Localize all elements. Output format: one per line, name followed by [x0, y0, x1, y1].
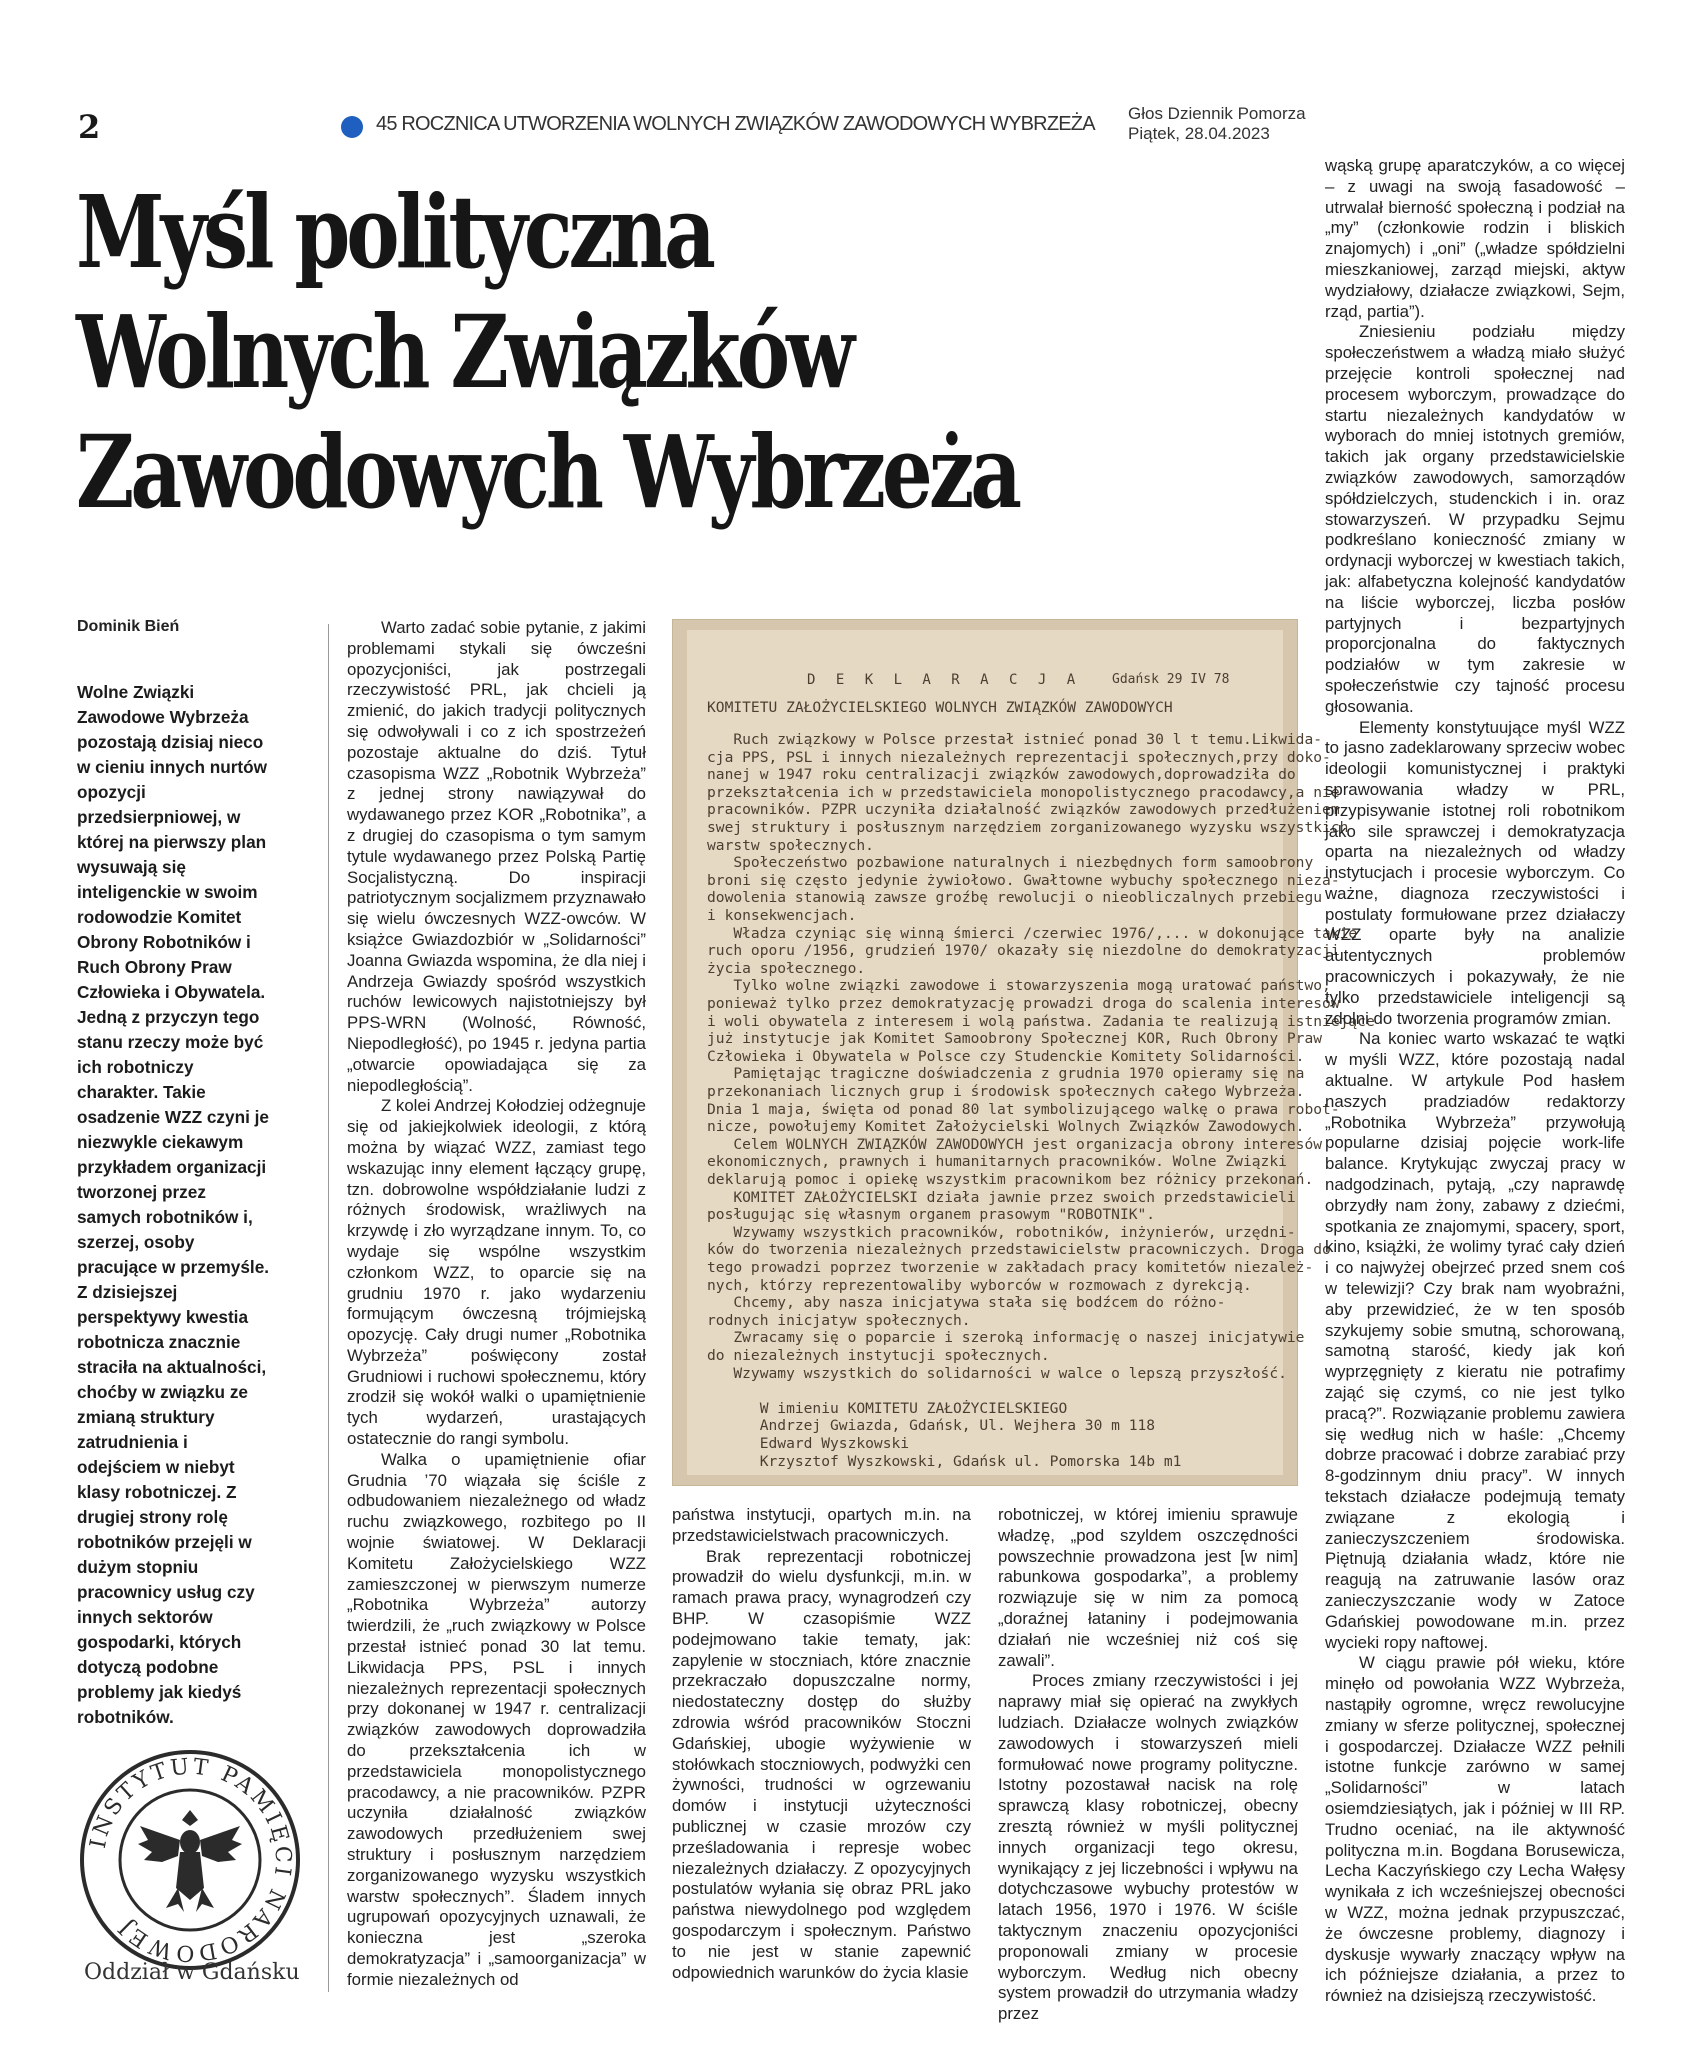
document-line: do niezależnych instytucji społecznych. — [707, 1347, 1050, 1364]
logo-caption: Oddział w Gdańsku — [84, 1960, 300, 1985]
headline-line-3: Zawodowych Wybrzeża — [76, 413, 1019, 531]
paragraph: Warto zadać sobie pytanie, z jakimi problemami stykali się ówcześni opozycjoniści, jak postrzegali rzeczywistość PRL, jak chcieli ją zmienić, do jakich tradycji politycznych się odwoływali i co z ich spostrzeżeń pozostaje aktualne do dziś. Tytuł czasopisma WZZ „Robotnik Wybrzeża” z jednej strony nawiązywał do wydawanego przez KOR „Robotnika”, a z drugiej do czasopisma o tym samym tytule wydawanego przez Polską Partię Socjalistyczną. Do inspiracji patriotycznym socjalizmem przyznawało się wielu ówczesnych WZZ-owców. W książce Gwiazdozbiór w „Solidarności” Joanna Gwiazda wspomina, że dla niej i Andrzeja Gwiazdy spośród wszystkich ruchów lewicowych najistotniejszy był PPS-WRN (Wolność, Równość, Niepodległość), po 1945 r. jedyna partia „otwarcie opowiadająca się za niepodległością”. — [347, 618, 646, 1095]
paragraph: W ciągu prawie pół wieku, które minęło od powołania WZZ Wybrzeża, nastąpiły ogromne, wręcz rewolucyjne zmiany w sferze politycznej, społecznej i gospodarczej. Działacze WZZ pełnili istotne funkcje zarówno w samej „Solidarności” w latach osiemdziesiątych, jak i później w III RP. Trudno oceniać, na ile aktywność polityczna m.in. Bogdana Borusewicza, Lecha Kaczyńskiego czy Lecha Wałęsy wynikała z ich wcześniejszej obecności w WZZ, można jednak przypuszczać, że ówczesne problemy, diagnozy i dyskusje wywarły znaczący wpływ na ich późniejsze działania, a przez to również na dzisiejszą rzeczywistość. — [1325, 1653, 1625, 2006]
lead-text: Wolne Związki Zawodowe Wybrzeża pozostają dzisiaj nieco w cieniu innych nurtów opozycji przedsierpniowej, w której na pierwszy plan wysuwają się inteligenckie w swoim rodowodzie Komitet Obrony Robotników i Ruch Obrony Praw Człowieka i Obywatela. Jedną z przyczyn tego stanu rzeczy może być ich robotniczy charakter. Takie osadzenie WZZ czyni je niezwykle ciekawym przykładem organizacji tworzonej przez samych robotników i, szerzej, osoby pracujące w przemyśle. Z dzisiejszej perspektywy kwestia robotnicza znacznie straciła na aktualności, choćby w związku ze zmianą struktury zatrudnienia i odejściem w niebyt klasy robotniczej. Z drugiej strony rolę robotników przejęli w dużym stopniu pracownicy usług czy innych sektorów gospodarki, których dotyczą podobne problemy jak kiedyś robotników. — [77, 682, 270, 1727]
ipn-logo-icon — [78, 1748, 302, 1972]
document-line: Tylko wolne związki zawodowe i stowarzyszenia mogą uratować państwo, — [707, 977, 1331, 995]
document-line: rodnych inicjatyw społecznych. — [707, 1311, 971, 1329]
document-line: swej struktury i posłusznym narzędziem zorganizowanego wyzysku wszystkich — [707, 819, 1349, 836]
document-line: deklarują pomoc i opiekę wszystkim pracownikom bez różnicy przekonań. — [707, 1171, 1314, 1188]
document-date: Gdańsk 29 IV 78 — [1112, 672, 1230, 687]
paragraph: Brak reprezentacji robotniczej prowadził do wielu dysfunkcji, m.in. w ramach prawa pracy, wynagrodzeń czy BHP. W czasopiśmie WZZ podejmowano takie tematy, jak: zapylenie w stoczniach, które znacznie przekraczało dopuszczalne normy, niedostateczny dostęp do służby zdrowia wśród pracowników Stoczni Gdańskiej, ubogie wyżywienie w stołówkach stoczniowych, podwyżki cen żywności, trudności w ogrzewaniu domów i instytucji użyteczności publicznej w czasie mrozów czy prześladowania i represje wobec niezależnych działaczy. Z opozycyjnych postulatów wyłania się obraz PRL jako państwa niewydolnego pod względem gospodarczym i społecznym. Państwo to nie jest w stanie zapewnić odpowiednich warunków do życia klasie — [672, 1546, 971, 1982]
document-line: już instytucje jak Komitet Samoobrony Społecznej KOR, Ruch Obrony Praw — [707, 1030, 1323, 1048]
masthead — [1128, 104, 1306, 144]
paragraph: Na koniec warto wskazać te wątki w myśli WZZ, które pozostają nadal aktualne. W artykule Pod hasłem naszych pradziadów redaktorzy „Robotnika Wybrzeża” przywołują popularne dzisiaj pojęcie work-life balance. Krytykując zwyczaj pracy w nadgodzinach, pytają, „czy naprawdę obrzydły nam żony, zabawy z dziećmi, spotkania ze znajomymi, spacery, sport, kino, książki, że wolimy tyrać cały dzień i co najwyżej obejrzeć przed snem coś w telewizji? Czy brak nam wyobraźni, aby przewidzieć, że w ten sposób szykujemy sobie smutną, schorowaną, samotną starość, kiedy jak koń wyprzęgnięty z kieratu nie potrafimy zająć się czymś, co nie jest tylko pracą?”. Rozwiązanie problemu zawiera się według nich w haśle: „Chcemy dobrze pracować i dobrze zarabiać przy 8-godzinnym dniu pracy”. W innych tekstach działacze podejmują tematy związane z ekologią i zanieczyszczeniem środowiska. Piętnują działania władz, które nie reagują na zatruwanie lasów oraz zanieczyszczanie wody w Zatoce Gdańskiej powodowane m.in. przez wycieki ropy naftowej. — [1325, 1029, 1625, 1652]
document-line: ponieważ tylko przez demokratyzację prowadzi droga do scalenia interesów — [707, 995, 1340, 1012]
document-title: D E K L A R A C J A — [807, 672, 1082, 688]
declaration-document-photo — [672, 619, 1375, 1486]
paragraph: wąską grupę aparatczyków, a co więcej – z uwagi na swoją fasadowość – utrwalał bierność społeczną i podział na „my” (członkowie rodzin i bliskich znajomych) i „oni” („władze spółdzielni mieszkaniowej, zarząd miejski, aktyw wydziałowy, działacze związkowi, Sejm, rząd, partia”). — [1325, 156, 1625, 321]
headline-line-2: Wolnych Związków — [76, 293, 852, 411]
document-line: tego prowadzi poprzez tworzenie w zakładach pracy komitetów niezależ- — [707, 1259, 1314, 1276]
document-line: ekonomicznych, prawnych i humanitarnych pracowników. Wolne Związki — [707, 1153, 1287, 1171]
document-line: posługując się własnym organem prasowym "ROBOTNIK". — [707, 1206, 1156, 1224]
document-line: Edward Wyszkowski — [707, 1435, 910, 1452]
document-line: Chcemy, aby nasza inicjatywa stała się bodźcem do różno- — [707, 1294, 1226, 1312]
document-line: Człowieka i Obywatela w Polsce czy Studenckie Komitety Solidarności. — [707, 1047, 1305, 1065]
document-line: Pamiętając tragiczne doświadczenia z grudnia 1970 opieramy się na — [707, 1065, 1305, 1083]
document-line: Wzywamy wszystkich pracowników, robotników, inżynierów, urzędni- — [707, 1223, 1296, 1241]
column-divider — [328, 624, 329, 1992]
document-line: W imieniu KOMITETU ZAŁOŻYCIELSKIEGO — [707, 1399, 1068, 1417]
document-line: Ruch związkowy w Polsce przestał istnieć ponad 30 l t temu.Likwida- — [707, 731, 1323, 748]
document-line: broni się często jedynie żywiołowo. Gwałtowne wybuchy społecznego nieza- — [707, 871, 1340, 889]
document-line: życia społecznego. — [707, 959, 866, 977]
document-line: przekształcenia ich w przedstawiciela monopolistycznego pracodawcy,a nie — [707, 783, 1340, 801]
document-line: nicze, powołujemy Komitet Założycielski Wolnych Związków Zawodowych. — [707, 1118, 1305, 1136]
lead-paragraph — [77, 680, 272, 1730]
document-line: ków do tworzenia niezależnych przedstawicielstw pracowniczych. Droga do — [707, 1241, 1331, 1259]
document-line: pracowników. PZPR uczyniła działalność związków zawodowych przedłużeniem — [707, 801, 1340, 819]
document-line: Andrzej Gwiazda, Gdańsk, Ul. Wejhera 30 m 118 — [707, 1417, 1156, 1435]
section-dot-icon — [341, 116, 363, 138]
document-line: cja PPS, PSL i innych niezależnych reprezentacji społecznych,przy doko- — [707, 748, 1331, 766]
document-line: dowolenia stanowią zawsze groźbę rewolucji o nieobliczalnych przebiegu — [707, 889, 1323, 907]
document-line: ruch oporu /1956, grudzień 1970/ okazały się niezdolne do demokratyzacji — [707, 942, 1340, 960]
document-line: i konsekwencjach. — [707, 907, 857, 924]
logo-ring-text: INSTYTUT PAMIĘCI NARODOWEJ — [85, 1754, 296, 1966]
issue-date: Piątek, 28.04.2023 — [1128, 124, 1270, 143]
article-column-4 — [1325, 156, 1625, 2006]
headline-line-1: Myśl polityczna — [76, 173, 712, 291]
paragraph: Proces zmiany rzeczywistości i jej naprawy miał się opierać na zwykłych ludziach. Działacze wolnych związków zawodowych i stowarzyszeń mieli formułować nowe programy polityczne. Istotny pozostawał nacisk na rolę sprawczą klasy robotniczej, obecny zresztą również w myśli politycznej innych organizacji tego okresu, wynikający z jej liczebności i wpływu na dotychczasowe wybuchy protestów w latach 1956, 1970 i 1976. W ściśle taktycznym znaczeniu opozycjoniści proponowali zmiany w procesie wyborczym. Według nich obecny system prowadził do utrzymania władzy przez — [998, 1671, 1298, 2024]
document-line: Krzysztof Wyszkowski, Gdańsk ul. Pomorska 14b m1 — [707, 1452, 1182, 1470]
paragraph: Walka o upamiętnienie ofiar Grudnia ’70 wiązała się ściśle z odbudowaniem niezależnego od władz ruchu związkowego, rozbitego po II wojnie światowej. W Deklaracji Komitetu Założycielskiego WZZ zamieszczonej w pierwszym numerze „Robotnika Wybrzeża” autorzy twierdzili, że „ruch związkowy w Polsce przestał istnieć ponad 30 lat temu. Likwidacja PPS, PSL i innych niezależnych reprezentacji społecznych przy dokonanej w 1947 r. centralizacji związków zawodowych doprowadziła do przekształcenia ich w przedstawiciela monopolistycznego pracodawcy, a nie pracowników. PZPR uczyniła działalność związków zawodowych przedłużeniem swej struktury i posłusznym narzędziem zorganizowanego wyzysku wszystkich warstw społecznych”. Śladem innych ugrupowań opozycyjnych uznawali, że konieczna jest „szeroka demokratyzacja” i „samoorganizacja” w formie niezależnych od — [347, 1449, 646, 1989]
article-headline — [76, 172, 1019, 532]
document-line: Społeczeństwo pozbawione naturalnych i niezbędnych form samoobrony — [707, 854, 1314, 872]
document-line: Zwracamy się o poparcie i szeroką informację o naszej inicjatywie — [707, 1329, 1305, 1347]
document-paper — [687, 630, 1375, 1475]
document-line: i woli obywatela z interesem i wolą państwa. Zadania te realizują istniejące — [707, 1012, 1375, 1030]
document-line: Władza czyniąc się winną śmierci /czerwiec 1976/,... w dokonujące takie — [707, 924, 1358, 942]
eagle-icon — [138, 1810, 242, 1912]
document-line: nych, którzy reprezentowaliby wyborców w rozmowach z dyrekcją. — [707, 1276, 1252, 1294]
document-line: warstw społecznych. — [707, 836, 874, 854]
document-line: nanej w 1947 roku centralizacji związków zawodowych,doprowadziła do — [707, 766, 1296, 784]
article-column-3 — [998, 1505, 1298, 2024]
paragraph: Elementy konstytuujące myśl WZZ to jasno zadeklarowany sprzeciw wobec ideologii komunistycznej i praktyki sprawowania władzy w PRL, przypisywanie istotnej roli robotnikom jako sile sprawczej i demokratyzacja oparta na niezależnych od władzy instytucjach i procesie wyborczym. Co ważne, diagnoza rzeczywistości i postulaty formułowane przez działaczy WZZ oparte były na analizie autentycznych problemów pracowniczych i pokazywały, że nie tylko przedstawiciele inteligencji są zdolni do tworzenia programów zmian. — [1325, 717, 1625, 1028]
paragraph: robotniczej, w której imieniu sprawuje władzę, „pod szyldem oszczędności powszechnie prowadzona jest [w nim] rabunkowa gospodarka”, a problemy rozwiązuje się w nim za pomocą „doraźnej łataniny i podejmowania działań nie wcześniej niż coś się zawali”. — [998, 1505, 1298, 1670]
page-number: 2 — [78, 108, 101, 146]
section-topic: 45 ROCZNICA UTWORZENIA WOLNYCH ZWIĄZKÓW ZAWODOWYCH WYBRZEŻA — [376, 113, 1095, 135]
paragraph: państwa instytucji, opartych m.in. na przedstawicielstwach pracowniczych. — [672, 1505, 971, 1545]
document-line: przekonaniach licznych grup i środowisk społecznych całego Wybrzeża. — [707, 1083, 1305, 1100]
document-line: KOMITET ZAŁOŻYCIELSKI działa jawnie przez swoich przedstawicieli — [707, 1188, 1296, 1206]
document-line: Wzywamy wszystkich do solidarności w walce o lepszą przyszłość. — [707, 1364, 1287, 1382]
newspaper-name: Głos Dziennik Pomorza — [1128, 104, 1306, 123]
document-line: Celem WOLNYCH ZWIĄZKÓW ZAWODOWYCH jest organizacja obrony interesów — [707, 1135, 1323, 1153]
author-byline: Dominik Bień — [77, 618, 180, 635]
document-heading: KOMITETU ZAŁOŻYCIELSKIEGO WOLNYCH ZWIĄZKÓW ZAWODOWYCH — [707, 699, 1173, 716]
document-line: Dnia 1 maja, święta od ponad 80 lat symbolizującego walkę o prawa robot- — [707, 1100, 1340, 1118]
paragraph: Z kolei Andrzej Kołodziej odżegnuje się od jakiejkolwiek ideologii, z którą można by wiązać WZZ, zamiast tego wskazując inny element łączący grupę, tzn. dobrowolne współdziałanie ludzi z różnych środowisk, wrażliwych na krzywdę i zło wyrządzane innym. To, co wydaje się wspólne wszystkim członkom WZZ, to oparcie się na grudniu 1970 r. jako wydarzeniu formującym ówczesną trójmiejską opozycję. Cały drugi numer „Robotnika Wybrzeża” poświęcony został Grudniowi i ruchowi społecznemu, który zrodził się wokół walki o upamiętnienie tych wydarzeń, urastających ostatecznie do rangi symbolu. — [347, 1096, 646, 1449]
article-column-2 — [672, 1505, 971, 1993]
paragraph: Zniesieniu podziału między społeczeństwem a władzą miało służyć przejęcie kontroli społecznej nad procesem wyborczym, prowadzące do startu niezależnych kandydatów w wyborach do mniej istotnych gremiów, takich jak organy przedstawicielskie związków zawodowych, samorządów spółdzielczych, studenckich i in. oraz stowarzyszeń. W przypadku Sejmu podkreślano konieczność zmiany w ordynacji wyborczej w kwestiach takich, jak: alfabetyczna kolejność kandydatów na liście wyborczej, liczba posłów partyjnych i bezpartyjnych proporcjonalna do faktycznych podziałów w tym zakresie w społeczeństwie czy tajność procesu głosowania. — [1325, 322, 1625, 716]
article-column-1 — [347, 618, 646, 1993]
